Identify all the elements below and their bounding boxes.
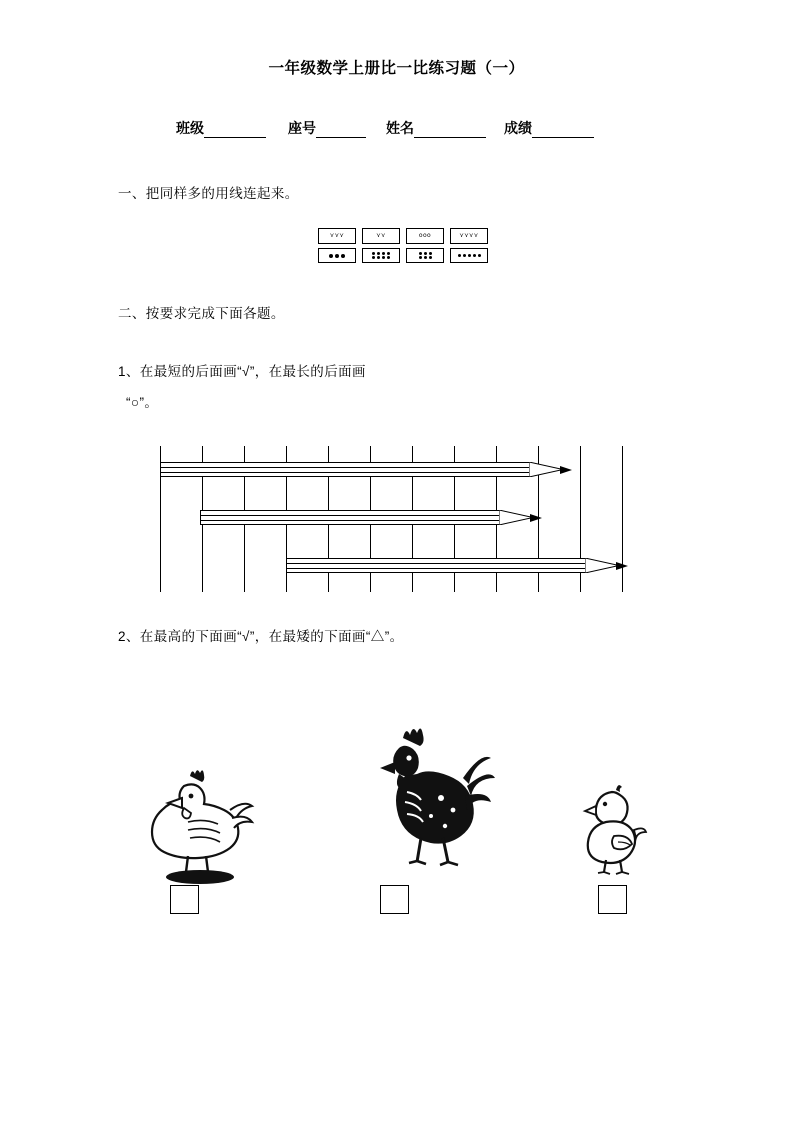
seat-blank[interactable] — [316, 124, 366, 138]
score-label: 成绩 — [504, 120, 532, 136]
matching-cards-group — [318, 228, 494, 263]
score-field[interactable] — [504, 118, 594, 138]
pencil-long[interactable] — [160, 462, 600, 477]
pencil-tip-icon — [529, 462, 563, 477]
cards-bottom-row — [318, 248, 494, 263]
question-1-line-1: 1、在最短的后面画“√”，在最长的后面画 — [118, 364, 366, 379]
card-glyph: ⋎⋎⋎ — [329, 232, 345, 239]
dot-group — [365, 252, 397, 259]
pencil-lead-icon — [616, 562, 628, 570]
student-info-line — [176, 118, 616, 138]
class-blank[interactable] — [204, 124, 266, 138]
section-heading-1: 一、把同样多的用线连起来。 — [118, 186, 299, 201]
pencil-tip-icon — [585, 558, 619, 573]
pencil-short[interactable] — [286, 558, 671, 573]
score-blank[interactable] — [532, 124, 594, 138]
hen-icon — [144, 760, 256, 890]
section-heading-2: 二、按要求完成下面各题。 — [118, 306, 285, 321]
question-1-line-2: “○”。 — [126, 395, 159, 410]
seat-label: 座号 — [288, 120, 316, 136]
rooster-image — [345, 720, 495, 895]
card-dots-6[interactable] — [406, 248, 444, 263]
pencil-lead-icon — [530, 514, 542, 522]
card-glyph: ⋎⋎⋎⋎ — [459, 232, 479, 239]
pencil-tip-icon — [499, 510, 533, 525]
card-sticks-3[interactable] — [318, 228, 356, 244]
name-field[interactable] — [386, 118, 486, 138]
class-field[interactable] — [176, 118, 266, 138]
answer-box-rooster[interactable] — [380, 885, 409, 914]
card-glyph: ⋎⋎ — [376, 232, 386, 239]
chick-icon — [572, 780, 658, 880]
question-2-text: 2、在最高的下面画“√”，在最矮的下面画“△”。 — [118, 629, 404, 644]
card-dots-5[interactable] — [450, 248, 488, 263]
page-title: 一年级数学上册比一比练习题（一） — [268, 60, 525, 77]
card-sticks-2[interactable] — [362, 228, 400, 244]
card-sticks-4[interactable] — [450, 228, 488, 244]
name-blank[interactable] — [414, 124, 486, 138]
answer-box-hen[interactable] — [170, 885, 199, 914]
pencil-comparison-figure — [160, 446, 668, 592]
class-label: 班级 — [176, 120, 204, 136]
answer-box-chick[interactable] — [598, 885, 627, 914]
cards-top-row — [318, 228, 494, 244]
card-glyph: ᴏᴏᴏ — [418, 232, 432, 239]
seat-field[interactable] — [288, 118, 366, 138]
card-circles-3[interactable] — [406, 228, 444, 244]
dot-group — [321, 254, 353, 258]
dot-group — [453, 254, 485, 257]
card-dots-3[interactable] — [318, 248, 356, 263]
card-dots-8[interactable] — [362, 248, 400, 263]
chick-image — [560, 780, 670, 880]
pencil-lead-icon — [560, 466, 572, 474]
rooster-icon — [345, 720, 495, 895]
hen-image — [140, 760, 260, 890]
name-label: 姓名 — [386, 120, 414, 136]
pencil-medium[interactable] — [200, 510, 600, 525]
dot-group — [409, 252, 441, 259]
